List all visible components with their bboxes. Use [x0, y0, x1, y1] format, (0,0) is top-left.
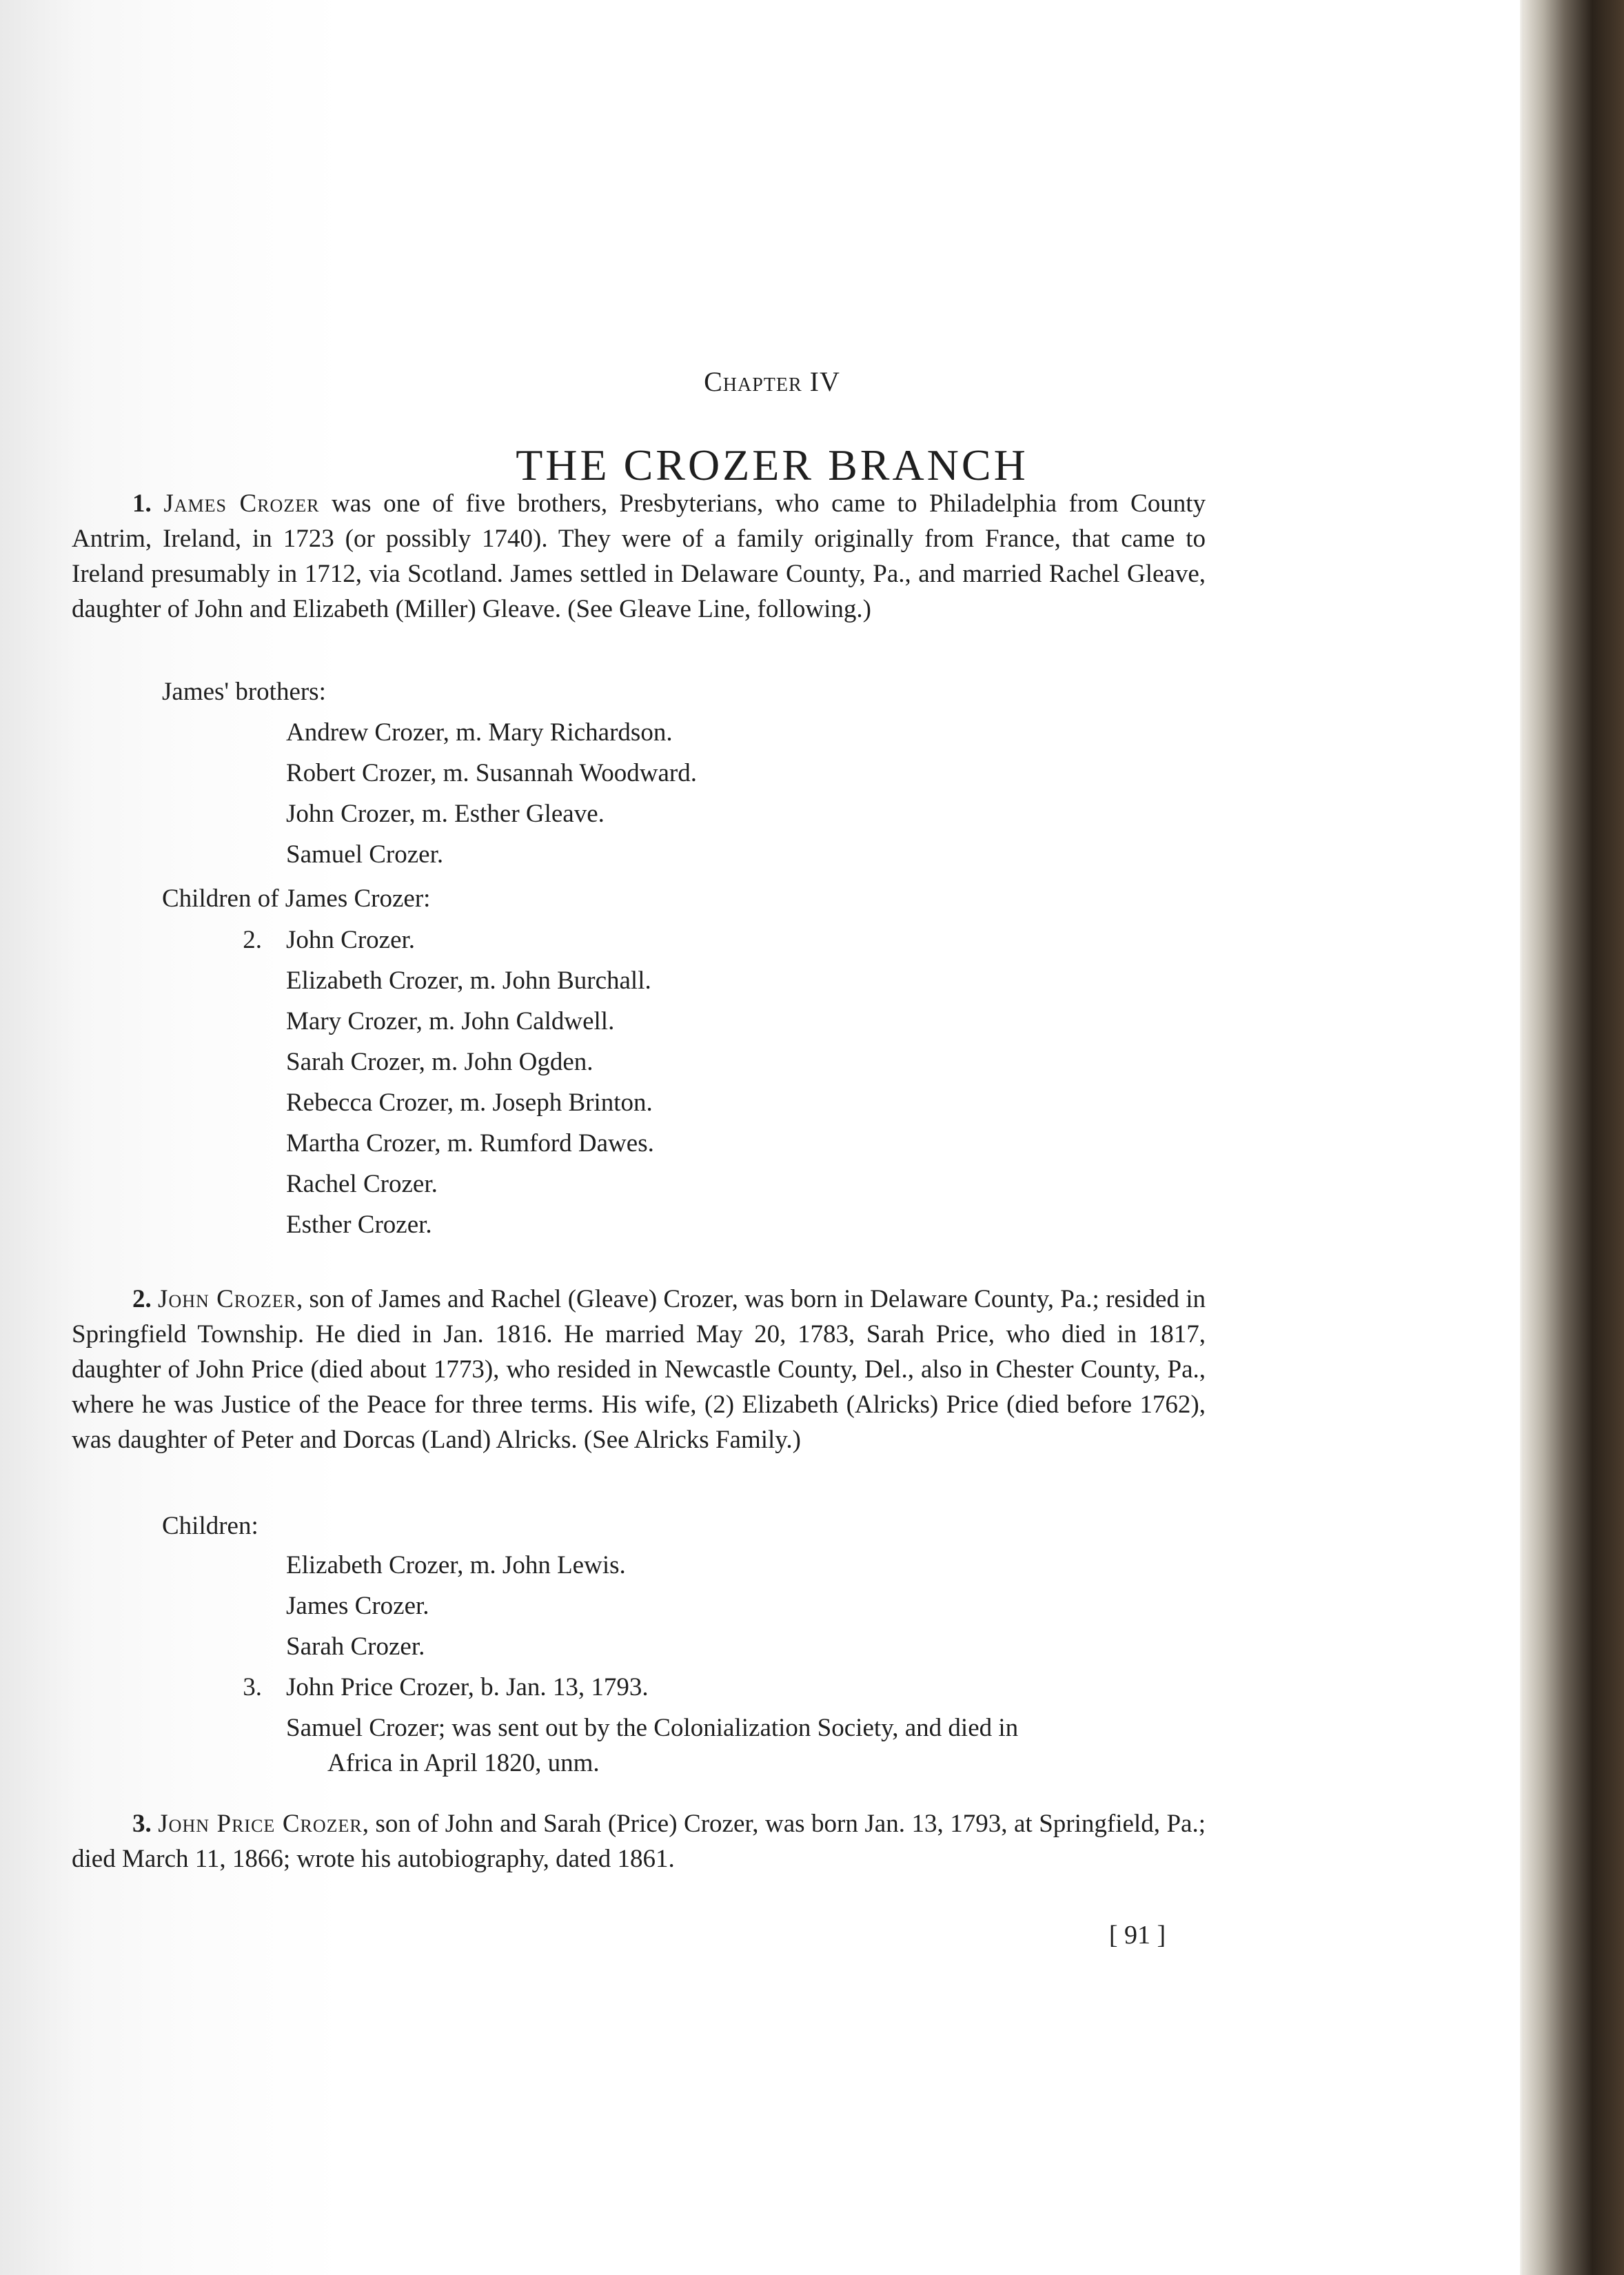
chapter-title: THE CROZER BRANCH — [516, 440, 1028, 489]
section-2-paragraph — [72, 1282, 1206, 1457]
list-item: Andrew Crozer, m. Mary Richardson. — [286, 718, 673, 747]
section-1-text: was one of five brothers, Presbyterians, who came to Philadelphia from County Antrim, Ireland, in 1723 (or possibly 1740). They were of a family originally from France, that came to Ireland presumably in 1712, via Scotland. James settled in Delaware County, Pa., and married Rachel Gleave, daughter of John and Elizabeth (Miller) Gleave. (See Gleave Line, following.) — [72, 489, 1206, 623]
list-item: Rachel Crozer. — [286, 1170, 438, 1198]
section-3-name: John Price Crozer — [158, 1810, 363, 1838]
list-item: Samuel Crozer; was sent out by the Colonialization Society, and died in Africa in April 1820, unm. — [286, 1714, 1019, 1777]
list-item: Elizabeth Crozer, m. John Lewis. — [286, 1551, 626, 1579]
brothers-list — [227, 712, 697, 875]
section-1-name: James Crozer — [163, 489, 320, 518]
list-item: Samuel Crozer. — [286, 840, 444, 869]
list-item: James Crozer. — [286, 1592, 429, 1620]
brothers-label: James' brothers: — [162, 678, 326, 706]
section-2-number: 2. — [132, 1285, 152, 1313]
list-item: John Crozer, m. Esther Gleave. — [286, 800, 605, 828]
list-item: Rebecca Crozer, m. Joseph Brinton. — [286, 1089, 653, 1117]
list-item: Mary Crozer, m. John Caldwell. — [286, 1007, 615, 1035]
list-item: Elizabeth Crozer, m. John Burchall. — [286, 967, 651, 995]
list-item: Martha Crozer, m. Rumford Dawes. — [286, 1129, 654, 1157]
page-number: [ 91 ] — [1108, 1921, 1166, 1950]
section-1-number: 1. — [132, 489, 152, 518]
section-1-paragraph — [72, 486, 1206, 627]
section-2-text: , son of James and Rachel (Gleave) Crozer, was born in Delaware County, Pa.; resided in Springfield Township. He died in Jan. 1816. He married May 20, 1783, Sarah Price, who died in 1817, daughter of John Price (died about 1773), who resided in Newcastle County, Del., also in Chester County, Pa., where he was Justice of the Peace for three terms. His wife, (2) Elizabeth (Alricks) Price (died before 1762), was daughter of Peter and Dorcas (Land) Alricks. (See Alricks Family.) — [72, 1285, 1206, 1454]
section-3-text: , son of John and Sarah (Price) Crozer, was born Jan. 13, 1793, at Springfield, Pa.; died March 11, 1866; wrote his autobiography, dated 1861. — [72, 1810, 1206, 1873]
book-binding — [1523, 0, 1624, 2275]
list-item: 2. John Crozer. — [243, 926, 416, 954]
list-item: 3. John Price Crozer, b. Jan. 13, 1793. — [243, 1673, 649, 1701]
james-children-list — [227, 920, 654, 1245]
children-of-james-label: Children of James Crozer: — [162, 884, 431, 913]
chapter-label: Chapter IV — [704, 366, 840, 397]
list-item: Sarah Crozer. — [286, 1632, 425, 1661]
list-item: Sarah Crozer, m. John Ogden. — [286, 1048, 593, 1076]
list-item: Esther Crozer. — [286, 1211, 432, 1239]
section-3-number: 3. — [132, 1810, 152, 1838]
section-2-name: John Crozer — [158, 1285, 296, 1313]
children-label: Children: — [162, 1512, 258, 1540]
section-3-paragraph — [72, 1806, 1206, 1877]
list-item: Robert Crozer, m. Susannah Woodward. — [286, 759, 697, 787]
john-children-list — [227, 1545, 1206, 1781]
